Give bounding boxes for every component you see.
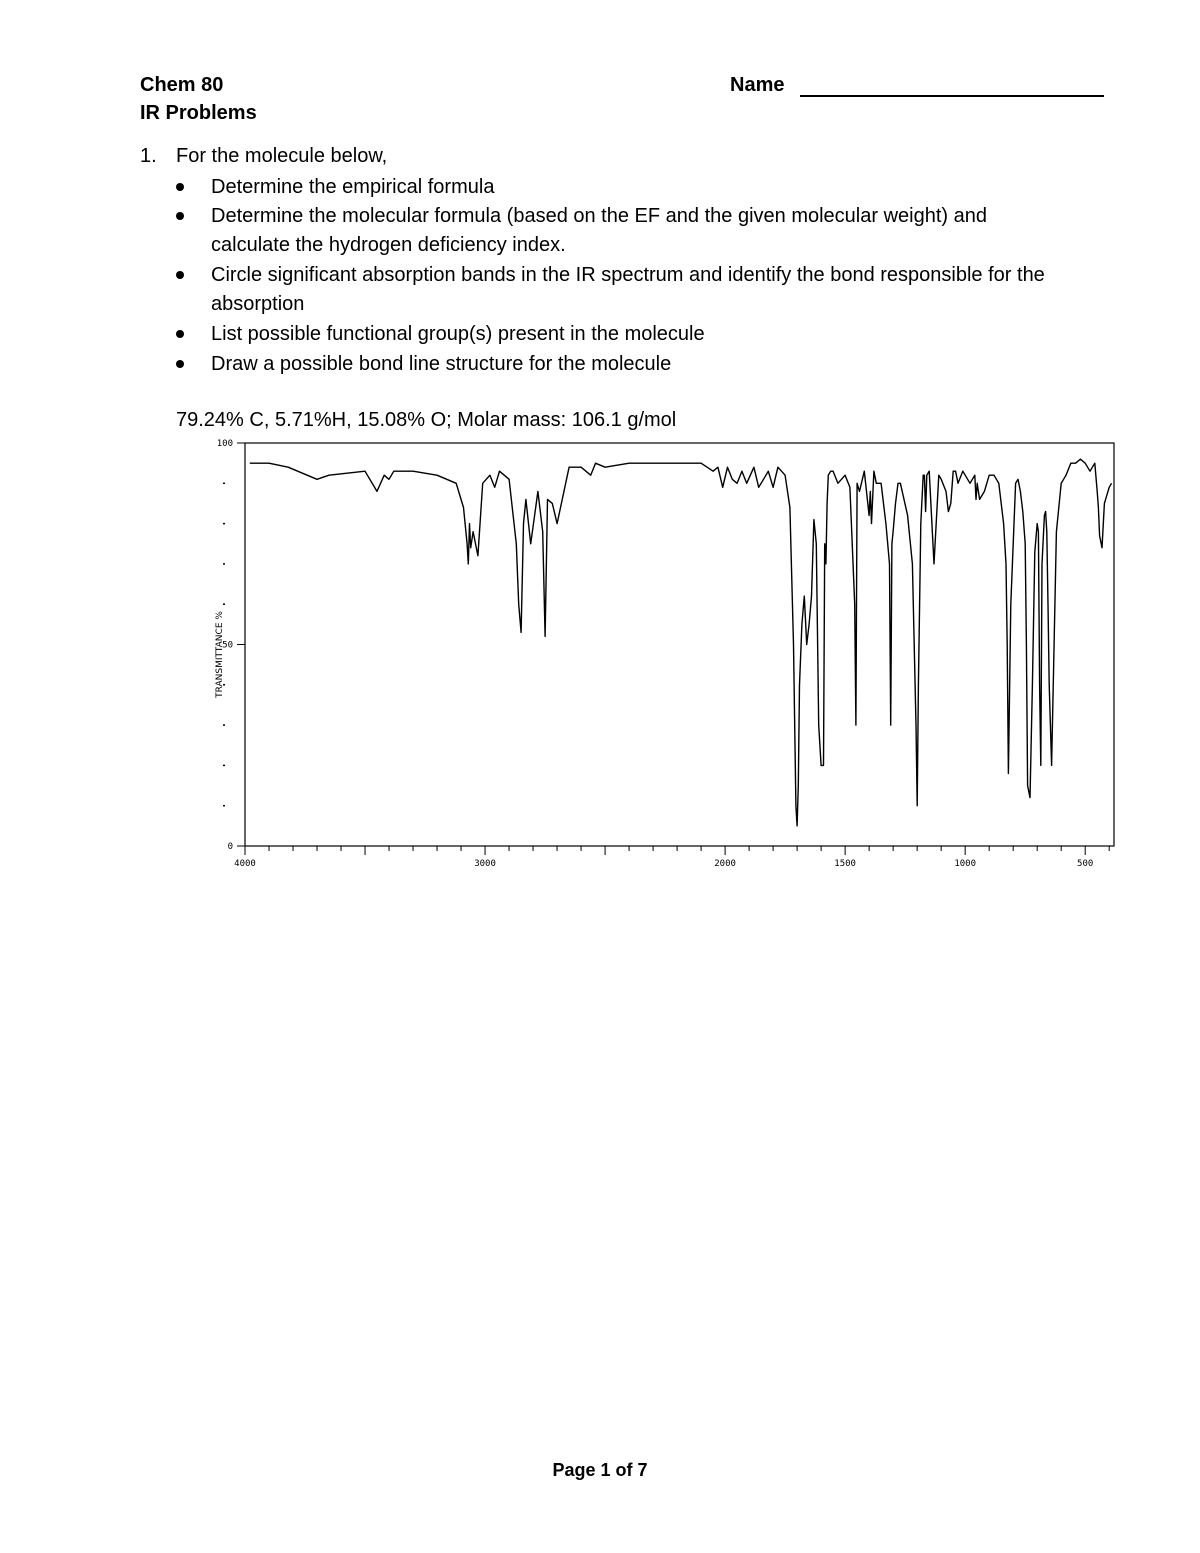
- x-tick-label: 3000: [474, 859, 496, 869]
- elemental-composition: 79.24% C, 5.71%H, 15.08% O; Molar mass: 106.1 g/mol: [176, 409, 677, 431]
- bullet-icon: [176, 330, 184, 338]
- x-tick-label: 1500: [834, 859, 856, 869]
- bullet-icon: [176, 183, 184, 191]
- y-axis-title: TRANSMITTANCE %: [215, 611, 225, 698]
- y-tick-label: 100: [216, 439, 233, 449]
- x-tick-label: 4000: [234, 859, 256, 869]
- instruction-item: Draw a possible bond line structure for the molecule: [211, 353, 672, 375]
- bullet-icon: [176, 271, 184, 279]
- x-tick-label: 1000: [954, 859, 977, 869]
- instruction-item: Circle significant absorption bands in the IR spectrum and identify the bond responsible for the absorption: [211, 264, 1045, 315]
- question-number: 1.: [140, 145, 157, 167]
- spectrum-line: [250, 459, 1112, 826]
- instruction-item: Determine the molecular formula (based on the EF and the given molecular weight) and calculate the hydrogen deficiency index.: [211, 205, 987, 256]
- plot-border: [245, 443, 1114, 846]
- spectrum-series: [250, 459, 1112, 826]
- instruction-item: List possible functional group(s) present in the molecule: [211, 323, 705, 345]
- x-tick-label: 500: [1077, 859, 1094, 869]
- bullet-icon: [176, 360, 184, 368]
- instruction-item: Determine the empirical formula: [211, 176, 495, 198]
- y-tick-label: 50: [222, 640, 233, 651]
- y-tick-label: 0: [227, 842, 233, 852]
- x-tick-label: 2000: [714, 859, 736, 869]
- bullet-icon: [176, 212, 184, 220]
- document-subtitle: IR Problems: [140, 102, 257, 124]
- name-label: Name: [730, 74, 785, 96]
- page-number: Page 1 of 7: [552, 1460, 648, 1480]
- question-intro: For the molecule below,: [176, 145, 388, 167]
- x-axis: [234, 846, 1109, 869]
- name-blank-line[interactable]: [800, 95, 1104, 97]
- plot-frame: [245, 443, 1114, 846]
- ir-spectrum-chart: [200, 436, 1130, 876]
- y-axis: [215, 439, 245, 852]
- course-title: Chem 80: [140, 74, 224, 96]
